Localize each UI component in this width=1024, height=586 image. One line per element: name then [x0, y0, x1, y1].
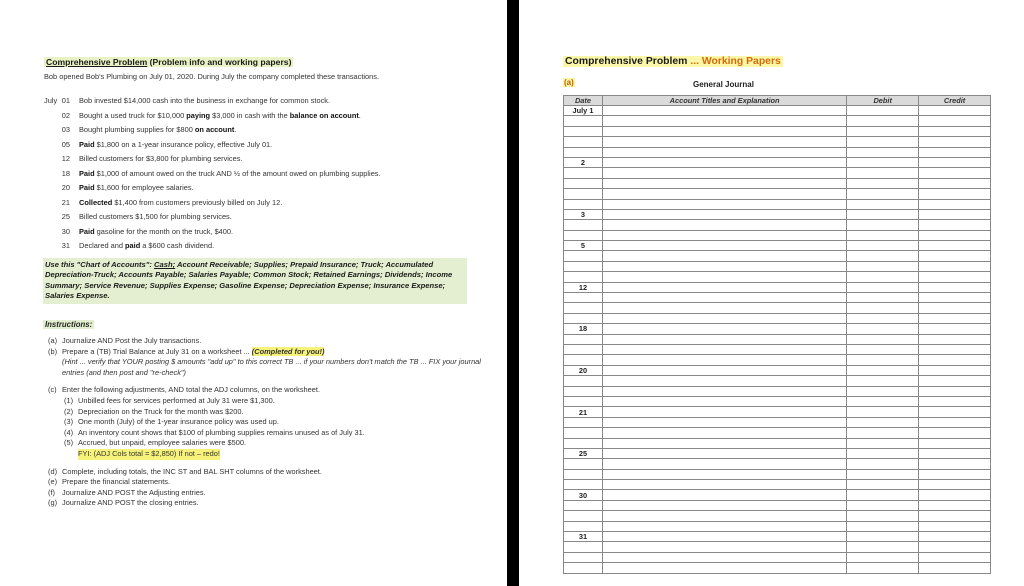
instruction-b-hint: (Hint ... verify that YOUR posting $ amounts "add up" to this correct TB ... if your numbers don't match the TB ... FIX your journal entries (and then post and "re-check")	[62, 357, 481, 377]
journal-debit-cell[interactable]	[847, 376, 919, 386]
fyi-note: FYI: (ADJ Cols total = $2,850) If not – redo!	[78, 448, 220, 458]
journal-row	[564, 365, 991, 375]
journal-account-cell[interactable]	[602, 272, 846, 282]
journal-row	[564, 261, 991, 271]
instruction-f: (f) Journalize AND POST the Adjusting entries.	[48, 487, 206, 497]
journal-date-cell[interactable]	[564, 563, 603, 573]
journal-account-cell[interactable]	[602, 137, 846, 147]
journal-debit-cell[interactable]	[847, 261, 919, 271]
transaction-row	[44, 212, 484, 227]
journal-debit-cell[interactable]	[847, 147, 919, 157]
journal-date-cell[interactable]	[564, 480, 603, 490]
journal-debit-cell[interactable]	[847, 355, 919, 365]
journal-row	[564, 251, 991, 261]
journal-row	[564, 552, 991, 562]
journal-row	[564, 116, 991, 126]
journal-debit-cell[interactable]	[847, 500, 919, 510]
journal-account-cell[interactable]	[602, 313, 846, 323]
journal-debit-cell[interactable]	[847, 106, 919, 116]
journal-account-cell[interactable]	[602, 251, 846, 261]
journal-account-cell[interactable]	[602, 106, 846, 116]
journal-credit-cell[interactable]	[919, 126, 991, 136]
journal-date-cell[interactable]	[564, 116, 603, 126]
journal-debit-cell[interactable]	[847, 448, 919, 458]
journal-date-cell[interactable]	[564, 552, 603, 562]
transaction-day: 21	[61, 197, 70, 207]
instruction-d: (d) Complete, including totals, the INC ST and BAL SHT columns of the worksheet.	[48, 466, 322, 476]
adjustment-item: (1) Unbilled fees for services performed at July 31 were $1,300.	[64, 395, 275, 405]
journal-account-cell[interactable]	[602, 168, 846, 178]
journal-debit-cell[interactable]	[847, 521, 919, 531]
transaction-day: 20	[61, 183, 70, 192]
journal-row	[564, 490, 991, 500]
journal-credit-cell[interactable]	[919, 261, 991, 271]
journal-date-cell[interactable]: 2	[564, 157, 603, 167]
journal-row	[564, 303, 991, 313]
journal-row	[564, 469, 991, 479]
working-papers-title: Comprehensive Problem ... Working Papers	[565, 56, 781, 67]
journal-credit-cell[interactable]	[919, 396, 991, 406]
instruction-b: (b) Prepare a (TB) Trial Balance at July 31 on a worksheet ... (Completed for you!)	[48, 346, 325, 356]
journal-debit-cell[interactable]	[847, 365, 919, 375]
transaction-text: Bought a used truck for $10,000 paying $3,000 in cash with the balance on account.	[79, 110, 361, 120]
journal-credit-cell[interactable]	[919, 272, 991, 282]
journal-debit-cell[interactable]	[847, 459, 919, 469]
journal-account-cell[interactable]	[602, 480, 846, 490]
journal-date-cell[interactable]	[564, 189, 603, 199]
journal-debit-cell[interactable]	[847, 251, 919, 261]
journal-account-cell[interactable]	[602, 293, 846, 303]
instruction-g: (g) Journalize AND POST the closing entries.	[48, 498, 199, 508]
journal-row	[564, 344, 991, 354]
transaction-row	[44, 169, 484, 184]
journal-account-cell[interactable]	[602, 521, 846, 531]
journal-credit-cell[interactable]	[919, 355, 991, 365]
journal-credit-cell[interactable]	[919, 241, 991, 251]
transaction-row	[44, 241, 484, 256]
journal-date-cell[interactable]	[564, 542, 603, 552]
journal-credit-cell[interactable]	[919, 303, 991, 313]
journal-debit-cell[interactable]	[847, 157, 919, 167]
journal-debit-cell[interactable]	[847, 199, 919, 209]
journal-date-cell[interactable]	[564, 230, 603, 240]
transaction-row	[44, 154, 484, 169]
journal-date-cell[interactable]	[564, 500, 603, 510]
transaction-text: Billed customers $1,500 for plumbing services.	[79, 212, 232, 221]
journal-account-cell[interactable]	[602, 376, 846, 386]
journal-debit-cell[interactable]	[847, 428, 919, 438]
journal-debit-cell[interactable]	[847, 178, 919, 188]
journal-credit-cell[interactable]	[919, 563, 991, 573]
journal-credit-cell[interactable]	[919, 230, 991, 240]
journal-debit-cell[interactable]	[847, 272, 919, 282]
journal-debit-cell[interactable]	[847, 490, 919, 500]
journal-date-cell[interactable]	[564, 178, 603, 188]
transaction-text: Paid $1,000 of amount owed on the truck AND ½ of the amount owed on plumbing supplies.	[79, 168, 381, 178]
journal-date-cell[interactable]	[564, 438, 603, 448]
journal-date-cell[interactable]	[564, 469, 603, 479]
transaction-text: Bob invested $14,000 cash into the business in exchange for common stock.	[79, 96, 331, 105]
transaction-day: 12	[61, 154, 70, 163]
journal-row	[564, 438, 991, 448]
journal-debit-cell[interactable]	[847, 542, 919, 552]
journal-credit-cell[interactable]	[919, 376, 991, 386]
journal-credit-cell[interactable]	[919, 365, 991, 375]
journal-account-cell[interactable]	[602, 241, 846, 251]
journal-account-cell[interactable]	[602, 178, 846, 188]
journal-date-cell[interactable]	[564, 396, 603, 406]
transaction-text: Billed customers for $3,800 for plumbing services.	[79, 154, 243, 163]
journal-date-cell[interactable]	[564, 344, 603, 354]
adjustment-item: (5) Accrued, but unpaid, employee salaries were $500.	[64, 438, 247, 448]
journal-account-cell[interactable]	[602, 209, 846, 219]
instructions-list	[48, 336, 488, 509]
transaction-text: Declared and paid a $600 cash dividend.	[79, 241, 215, 250]
transaction-row	[44, 111, 484, 126]
problem-intro: Bob opened Bob's Plumbing on July 01, 2020. During July the company completed these transactions.	[44, 72, 380, 81]
journal-row	[564, 147, 991, 157]
transaction-text: Paid $1,800 on a 1-year insurance policy, effective July 01.	[79, 139, 273, 149]
transaction-text: Paid $1,600 for employee salaries.	[79, 183, 194, 192]
journal-account-cell[interactable]	[602, 157, 846, 167]
journal-date-cell[interactable]	[564, 334, 603, 344]
journal-date-cell[interactable]	[564, 293, 603, 303]
journal-account-cell[interactable]	[602, 324, 846, 334]
journal-account-cell[interactable]	[602, 448, 846, 458]
journal-account-cell[interactable]	[602, 532, 846, 542]
journal-credit-cell[interactable]	[919, 438, 991, 448]
journal-debit-cell[interactable]	[847, 334, 919, 344]
journal-row	[564, 355, 991, 365]
journal-row	[564, 532, 991, 542]
journal-account-cell[interactable]	[602, 147, 846, 157]
journal-date-cell[interactable]	[564, 220, 603, 230]
transaction-row	[44, 96, 484, 111]
journal-account-cell[interactable]	[602, 365, 846, 375]
journal-debit-cell[interactable]	[847, 511, 919, 521]
journal-date-cell[interactable]	[564, 199, 603, 209]
journal-credit-cell[interactable]	[919, 459, 991, 469]
journal-date-cell[interactable]: 12	[564, 282, 603, 292]
journal-debit-cell[interactable]	[847, 563, 919, 573]
journal-credit-cell[interactable]	[919, 313, 991, 323]
transaction-day: 01	[61, 96, 70, 105]
journal-date-cell[interactable]: 5	[564, 241, 603, 251]
journal-credit-cell[interactable]	[919, 521, 991, 531]
journal-account-cell[interactable]	[602, 490, 846, 500]
journal-debit-cell[interactable]	[847, 209, 919, 219]
instruction-a: (a) Journalize AND Post the July transactions.	[48, 336, 202, 345]
journal-row	[564, 189, 991, 199]
journal-debit-cell[interactable]	[847, 230, 919, 240]
journal-date-cell[interactable]: 25	[564, 448, 603, 458]
journal-row	[564, 178, 991, 188]
journal-credit-cell[interactable]	[919, 469, 991, 479]
journal-account-cell[interactable]	[602, 396, 846, 406]
journal-row	[564, 396, 991, 406]
journal-date-cell[interactable]	[564, 386, 603, 396]
journal-row	[564, 511, 991, 521]
journal-row	[564, 542, 991, 552]
journal-credit-cell[interactable]	[919, 552, 991, 562]
journal-row	[564, 106, 991, 116]
journal-credit-cell[interactable]	[919, 282, 991, 292]
page-divider	[507, 0, 519, 586]
journal-account-cell[interactable]	[602, 189, 846, 199]
journal-credit-cell[interactable]	[919, 147, 991, 157]
journal-debit-cell[interactable]	[847, 344, 919, 354]
adjustment-list	[48, 396, 488, 449]
journal-debit-cell[interactable]	[847, 407, 919, 417]
journal-credit-cell[interactable]	[919, 542, 991, 552]
transaction-day: 30	[61, 226, 70, 236]
instruction-e: (e) Prepare the financial statements.	[48, 477, 171, 487]
journal-debit-cell[interactable]	[847, 469, 919, 479]
instructions-heading: Instructions:	[45, 320, 93, 329]
journal-date-cell[interactable]: July 1	[564, 106, 603, 116]
journal-credit-cell[interactable]	[919, 417, 991, 427]
journal-credit-cell[interactable]	[919, 137, 991, 147]
transaction-day: 05	[61, 139, 70, 149]
journal-credit-cell[interactable]	[919, 199, 991, 209]
journal-debit-cell[interactable]	[847, 137, 919, 147]
journal-account-cell[interactable]	[602, 500, 846, 510]
part-a-tag: (a)	[564, 78, 574, 87]
problem-title: Comprehensive Problem (Problem info and working papers)	[46, 57, 292, 67]
instruction-c: (c) Enter the following adjustments, AND total the ADJ columns, on the worksheet.	[48, 385, 320, 395]
journal-debit-cell[interactable]	[847, 189, 919, 199]
journal-credit-cell[interactable]	[919, 500, 991, 510]
journal-row	[564, 480, 991, 490]
journal-account-cell[interactable]	[602, 407, 846, 417]
adjustment-item: (4) An inventory count shows that $100 of plumbing supplies remains unused as of July 31.	[64, 427, 365, 437]
journal-row	[564, 209, 991, 219]
adjustment-item: (2) Depreciation on the Truck for the month was $200.	[64, 406, 244, 416]
journal-debit-cell[interactable]	[847, 126, 919, 136]
journal-date-cell[interactable]	[564, 521, 603, 531]
journal-row	[564, 220, 991, 230]
journal-row	[564, 428, 991, 438]
journal-row	[564, 386, 991, 396]
journal-debit-cell[interactable]	[847, 303, 919, 313]
journal-date-cell[interactable]	[564, 417, 603, 427]
journal-row	[564, 313, 991, 323]
journal-credit-cell[interactable]	[919, 189, 991, 199]
journal-account-cell[interactable]	[602, 417, 846, 427]
journal-credit-cell[interactable]	[919, 106, 991, 116]
header-date: Date	[564, 96, 603, 106]
transaction-text: Collected $1,400 from customers previously billed on July 12.	[79, 197, 283, 207]
journal-debit-cell[interactable]	[847, 313, 919, 323]
journal-account-cell[interactable]	[602, 438, 846, 448]
journal-date-cell[interactable]	[564, 313, 603, 323]
general-journal-table	[563, 95, 991, 574]
journal-credit-cell[interactable]	[919, 490, 991, 500]
journal-account-cell[interactable]	[602, 126, 846, 136]
journal-debit-cell[interactable]	[847, 417, 919, 427]
journal-account-cell[interactable]	[602, 261, 846, 271]
journal-account-cell[interactable]	[602, 542, 846, 552]
journal-header-row	[564, 96, 991, 106]
journal-account-cell[interactable]	[602, 303, 846, 313]
transaction-row	[44, 140, 484, 155]
journal-date-cell[interactable]	[564, 303, 603, 313]
journal-date-cell[interactable]	[564, 137, 603, 147]
journal-date-cell[interactable]	[564, 147, 603, 157]
journal-account-cell[interactable]	[602, 563, 846, 573]
journal-debit-cell[interactable]	[847, 116, 919, 126]
journal-credit-cell[interactable]	[919, 407, 991, 417]
journal-account-cell[interactable]	[602, 355, 846, 365]
journal-row	[564, 137, 991, 147]
transaction-day: 31	[61, 241, 70, 250]
journal-account-cell[interactable]	[602, 282, 846, 292]
journal-credit-cell[interactable]	[919, 324, 991, 334]
header-debit: Debit	[847, 96, 919, 106]
journal-debit-cell[interactable]	[847, 282, 919, 292]
month-label: July	[44, 96, 58, 105]
journal-row	[564, 293, 991, 303]
journal-date-cell[interactable]: 31	[564, 532, 603, 542]
transaction-row	[44, 227, 484, 242]
journal-credit-cell[interactable]	[919, 157, 991, 167]
header-account: Account Titles and Explanation	[602, 96, 846, 106]
transaction-list	[44, 96, 484, 256]
journal-date-cell[interactable]	[564, 272, 603, 282]
journal-debit-cell[interactable]	[847, 396, 919, 406]
journal-row	[564, 407, 991, 417]
journal-account-cell[interactable]	[602, 230, 846, 240]
journal-date-cell[interactable]	[564, 251, 603, 261]
journal-debit-cell[interactable]	[847, 293, 919, 303]
journal-row	[564, 417, 991, 427]
journal-row	[564, 282, 991, 292]
journal-date-cell[interactable]: 30	[564, 490, 603, 500]
journal-account-cell[interactable]	[602, 199, 846, 209]
journal-row	[564, 563, 991, 573]
journal-row	[564, 448, 991, 458]
journal-debit-cell[interactable]	[847, 480, 919, 490]
journal-row	[564, 126, 991, 136]
header-credit: Credit	[919, 96, 991, 106]
journal-date-cell[interactable]	[564, 428, 603, 438]
journal-date-cell[interactable]	[564, 168, 603, 178]
transaction-text: Paid gasoline for the month on the truck, $400.	[79, 226, 234, 236]
journal-date-cell[interactable]: 18	[564, 324, 603, 334]
journal-credit-cell[interactable]	[919, 116, 991, 126]
journal-row	[564, 230, 991, 240]
journal-date-cell[interactable]: 21	[564, 407, 603, 417]
journal-account-cell[interactable]	[602, 552, 846, 562]
journal-row	[564, 324, 991, 334]
journal-credit-cell[interactable]	[919, 428, 991, 438]
journal-account-cell[interactable]	[602, 386, 846, 396]
journal-row	[564, 199, 991, 209]
transaction-row	[44, 125, 484, 140]
transaction-row	[44, 183, 484, 198]
journal-row	[564, 334, 991, 344]
journal-date-cell[interactable]	[564, 355, 603, 365]
working-papers-page	[519, 0, 1024, 586]
journal-account-cell[interactable]	[602, 344, 846, 354]
journal-account-cell[interactable]	[602, 511, 846, 521]
journal-credit-cell[interactable]	[919, 532, 991, 542]
journal-debit-cell[interactable]	[847, 552, 919, 562]
journal-credit-cell[interactable]	[919, 448, 991, 458]
journal-row	[564, 376, 991, 386]
journal-date-cell[interactable]	[564, 261, 603, 271]
journal-account-cell[interactable]	[602, 116, 846, 126]
journal-credit-cell[interactable]	[919, 168, 991, 178]
journal-date-cell[interactable]	[564, 511, 603, 521]
journal-credit-cell[interactable]	[919, 511, 991, 521]
journal-credit-cell[interactable]	[919, 178, 991, 188]
journal-row	[564, 157, 991, 167]
journal-account-cell[interactable]	[602, 428, 846, 438]
journal-account-cell[interactable]	[602, 459, 846, 469]
journal-date-cell[interactable]: 20	[564, 365, 603, 375]
journal-row	[564, 521, 991, 531]
journal-date-cell[interactable]	[564, 376, 603, 386]
transaction-text: Bought plumbing supplies for $800 on account.	[79, 125, 237, 134]
transaction-day: 02	[61, 110, 70, 120]
adjustment-item: (3) One month (July) of the 1-year insurance policy was used up.	[64, 417, 279, 427]
journal-credit-cell[interactable]	[919, 209, 991, 219]
journal-account-cell[interactable]	[602, 334, 846, 344]
journal-debit-cell[interactable]	[847, 386, 919, 396]
journal-debit-cell[interactable]	[847, 241, 919, 251]
journal-credit-cell[interactable]	[919, 251, 991, 261]
journal-debit-cell[interactable]	[847, 324, 919, 334]
transaction-row	[44, 198, 484, 213]
journal-account-cell[interactable]	[602, 469, 846, 479]
journal-row	[564, 241, 991, 251]
journal-date-cell[interactable]	[564, 459, 603, 469]
problem-info-page	[0, 0, 507, 586]
journal-debit-cell[interactable]	[847, 438, 919, 448]
journal-row	[564, 272, 991, 282]
transaction-day: 25	[61, 212, 70, 221]
journal-debit-cell[interactable]	[847, 220, 919, 230]
journal-credit-cell[interactable]	[919, 334, 991, 344]
journal-date-cell[interactable]: 3	[564, 209, 603, 219]
journal-credit-cell[interactable]	[919, 344, 991, 354]
journal-date-cell[interactable]	[564, 126, 603, 136]
transaction-day: 18	[61, 168, 70, 178]
journal-credit-cell[interactable]	[919, 220, 991, 230]
journal-debit-cell[interactable]	[847, 168, 919, 178]
journal-row	[564, 459, 991, 469]
journal-credit-cell[interactable]	[919, 386, 991, 396]
general-journal-title: General Journal	[693, 80, 754, 89]
journal-credit-cell[interactable]	[919, 293, 991, 303]
journal-row	[564, 168, 991, 178]
journal-account-cell[interactable]	[602, 220, 846, 230]
journal-credit-cell[interactable]	[919, 480, 991, 490]
transaction-day: 03	[61, 125, 70, 134]
journal-row	[564, 500, 991, 510]
journal-debit-cell[interactable]	[847, 532, 919, 542]
chart-of-accounts: Use this "Chart of Accounts": Cash; Account Receivable; Supplies; Prepaid Insurance; Truck; Accumulated Depreciation-Truck; Accounts Payable; Salaries Payable; Common Stock; Retained Earnings; Dividends; Income Summary; Service Revenue; Supplies Expense; Gasoline Expense; Depreciation Expense; Insurance Expense; Salaries Expense.	[43, 258, 467, 304]
